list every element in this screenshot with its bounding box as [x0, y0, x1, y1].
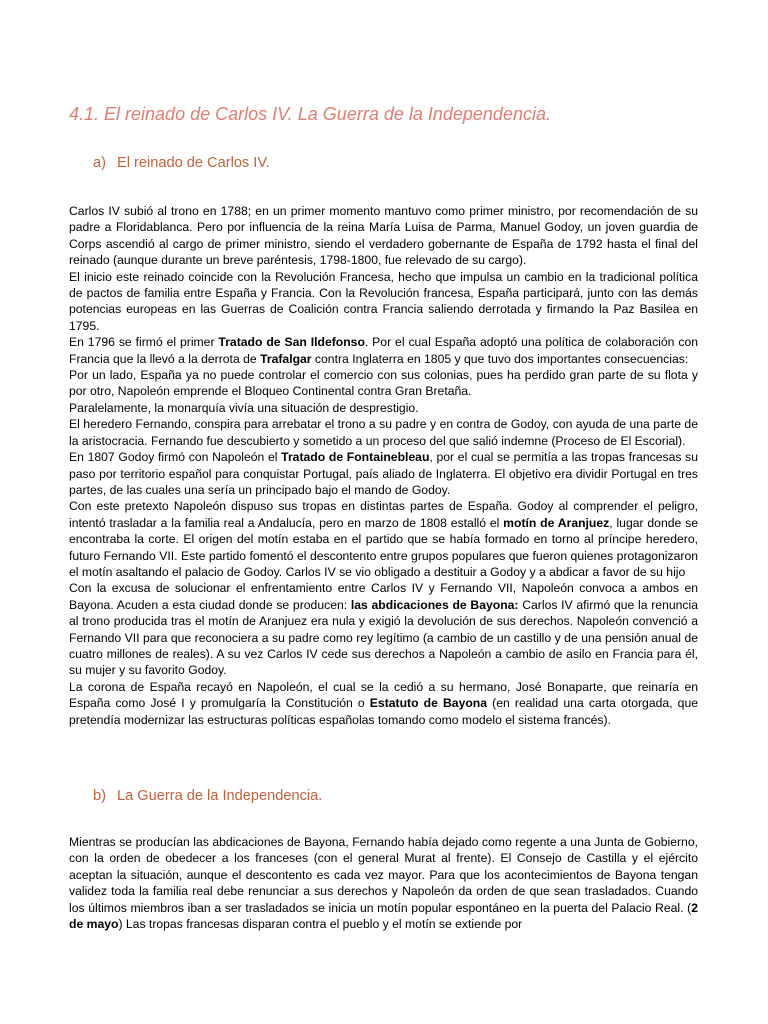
text-run: El inicio este reinado coincide con la Revolución Francesa, hecho que impulsa un cambio en la tradicional política de pactos de familia entre España y Francia. Con la Revolución francesa, España participará, junto con las demás potencias europeas en las Guerras de Coalición contra Francia saliendo derrotada y firmando la Paz Basilea en 1795.: [69, 269, 698, 333]
text-run: , lugar donde se encontraba la corte. El origen del motín estaba en el partido que se había formado en torno al príncipe heredero, futuro Fernando VII. Este partido fomentó el descontento entre grupos populares que fueron quienes protagonizaron el motín asaltando el palacio de Godoy. Carlos IV se vio obligado a destituir a Godoy y a abdicar a favor de su hijo: [69, 515, 698, 579]
paragraph: [69, 834, 698, 932]
text-run: Paralelamente, la monarquía vivía una situación de desprestigio.: [69, 400, 419, 415]
bold-term: las abdicaciones de Bayona:: [350, 597, 519, 612]
text-run: Con la excusa de solucionar el enfrentamiento entre Carlos IV y Fernando VII, Napoleón convoca a ambos en Bayona. Acuden a esta ciudad donde se producen:: [69, 581, 698, 612]
section-a-title: El reinado de Carlos IV.: [117, 155, 270, 171]
section-a-marker: a): [93, 155, 106, 171]
section-b-heading: [93, 788, 322, 804]
paragraph: [69, 449, 698, 498]
text-run: (en realidad una carta otorgada, que pretendía modernizar las estructuras políticas españolas tomando como modelo el sistema francés).: [69, 696, 699, 727]
paragraph: [69, 416, 698, 449]
paragraph: [69, 367, 698, 400]
bold-term: motín de Aranjuez: [503, 515, 610, 530]
section-b-body: [69, 834, 698, 932]
section-a-body: [69, 203, 698, 728]
paragraph: [69, 334, 698, 367]
text-run: ) Las tropas francesas disparan contra el pueblo y el motín se extiende por: [118, 917, 523, 932]
text-run: Con este pretexto Napoleón dispuso sus tropas en distintas partes de España. Godoy al comprender el peligro, intentó trasladar a la familia real a Andalucía, pero en marzo de 1808 estalló el: [69, 499, 698, 530]
text-run: Carlos IV subió al trono en 1788; en un primer momento mantuvo como primer ministro, por recomendación de su padre a Floridablanca. Pero por influencia de la reina María Luisa de Parma, Manuel Godoy, un joven guardia de Corps ascendió al cargo de primer ministro, siendo el verdadero gobernante de España de 1792 hasta el final del reinado (aunque durante un breve paréntesis, 1798-1800, fue relevado de su cargo).: [69, 204, 698, 268]
text-run: Por un lado, España ya no puede controlar el comercio con sus colonias, pues ha perdido gran parte de su flota y por otro, Napoleón emprende el Bloqueo Continental contra Gran Bretaña.: [69, 368, 698, 399]
bold-term: Tratado de San Ildefonso: [218, 335, 365, 350]
text-run: En 1796 se firmó el primer: [69, 335, 219, 350]
text-run: Carlos IV afirmó que la renuncia al trono producida tras el motín de Aranjuez era nula y exigió la devolución de sus derechos. Napoleón convenció a Fernando VII para que reconociera a su padre como rey legítimo (a cambio de un castillo y de una pensión anual de cuatro millones de reales). A su vez Carlos IV cede sus derechos a Napoleón a cambio de asilo en Francia para él, su mujer y su favorito Godoy.: [69, 597, 698, 678]
bold-term: Estatuto de Bayona: [369, 696, 488, 711]
paragraph: [69, 679, 698, 728]
bold-term: Trafalgar: [260, 351, 312, 366]
paragraph: [69, 580, 698, 678]
section-a-heading: [93, 155, 270, 171]
paragraph: [69, 498, 698, 580]
paragraph: [69, 400, 698, 416]
paragraph: [69, 203, 698, 269]
text-run: Mientras se producían las abdicaciones de Bayona, Fernando había dejado como regente a una Junta de Gobierno, con la orden de obedecer a los franceses (con el general Murat al frente). El Consejo de Castilla y el ejército aceptan la situación, aunque el descontento es cada vez mayor. Para que los acontecimientos de Bayona tengan validez toda la familia real debe renunciar a sus derechos y Napoleón da orden de que sean trasladados. Cuando los últimos miembros iban a ser trasladados se inicia un motín popular espontáneo en la puerta del Palacio Real. (: [69, 835, 698, 915]
section-b-marker: b): [93, 788, 106, 804]
text-run: , por el cual se permitía a las tropas francesas su paso por territorio español para conquistar Portugal, país aliado de Inglaterra. El objetivo era dividir Portugal en tres partes, de las cuales una sería un principado bajo el mando de Godoy.: [69, 450, 698, 497]
page-title: 4.1. El reinado de Carlos IV. La Guerra de la Independencia.: [69, 104, 551, 124]
bold-term: Tratado de Fontainebleau: [281, 450, 430, 465]
bold-term: 2 de mayo: [69, 900, 698, 932]
section-b-title: La Guerra de la Independencia.: [117, 788, 323, 804]
text-run: . Por el cual España adoptó una política de colaboración con Francia que la llevó a la derrota de: [69, 335, 698, 366]
text-run: El heredero Fernando, conspira para arrebatar el trono a su padre y en contra de Godoy, con ayuda de una parte de la aristocracia. Fernando fue descubierto y sometido a un proceso del que salió indemne (Proceso de El Escorial).: [69, 417, 698, 448]
text-run: contra Inglaterra en 1805 y que tuvo dos importantes consecuencias:: [311, 351, 689, 366]
paragraph: [69, 269, 698, 335]
text-run: En 1807 Godoy firmó con Napoleón el: [69, 450, 282, 465]
text-run: La corona de España recayó en Napoleón, el cual se la cedió a su hermano, José Bonaparte, que reinaría en España como José I y promulgaría la Constitución o: [69, 679, 698, 711]
